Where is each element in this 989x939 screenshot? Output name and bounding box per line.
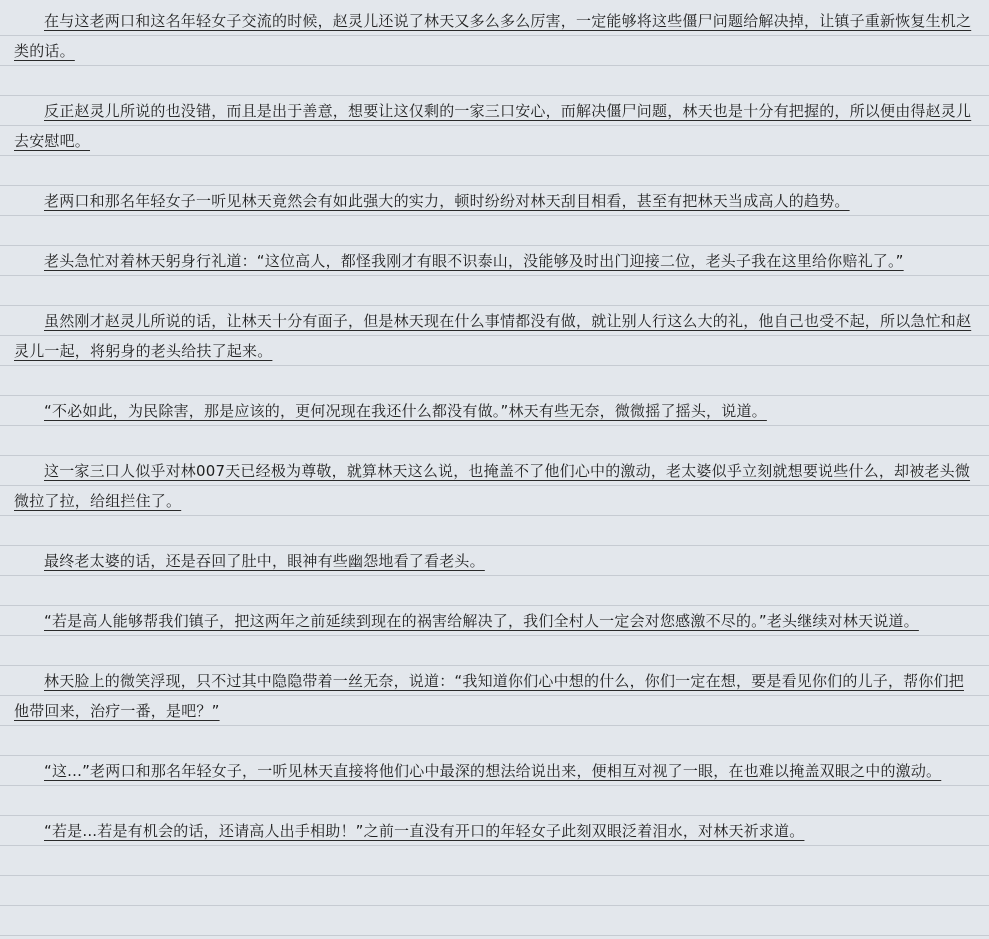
- paragraph: 老两口和那名年轻女子一听见林天竟然会有如此强大的实力，顿时纷纷对林天刮目相看，甚至有把林天当成高人的趋势。: [44, 192, 850, 210]
- paragraph: 反正赵灵儿所说的也没错，而且是出于善意，想要让这仅剩的一家三口安心，而解决僵尸问题，林天也是十分有把握的，所以便由得赵灵儿去安慰吧。: [14, 102, 972, 150]
- article-body: [14, 6, 974, 876]
- paragraph: “不必如此，为民除害，那是应该的，更何况现在我还什么都没有做。”林天有些无奈，微微摇了摇头，说道。: [44, 402, 767, 420]
- paragraph: 老头急忙对着林天躬身行礼道：“这位高人，都怪我刚才有眼不识泰山，没能够及时出门迎接二位，老头子我在这里给你赔礼了。”: [44, 252, 904, 270]
- paragraph: “若是...若是有机会的话，还请高人出手相助！”之前一直没有开口的年轻女子此刻双眼泛着泪水，对林天祈求道。: [44, 822, 805, 840]
- paragraph: 最终老太婆的话，还是吞回了肚中，眼神有些幽怨地看了看老头。: [44, 552, 485, 570]
- paragraph: 在与这老两口和这名年轻女子交流的时候，赵灵儿还说了林天又多么多么厉害，一定能够将这些僵尸问题给解决掉，让镇子重新恢复生机之类的话。: [14, 12, 972, 60]
- paragraph: 这一家三口人似乎对林007天已经极为尊敬，就算林天这么说，也掩盖不了他们心中的激动，老太婆似乎立刻就想要说些什么，却被老头微微拉了拉，给组拦住了。: [14, 462, 971, 510]
- paragraph: 林天脸上的微笑浮现，只不过其中隐隐带着一丝无奈，说道：“我知道你们心中想的什么，你们一定在想，要是看见你们的儿子，帮你们把他带回来，治疗一番，是吧？”: [14, 672, 964, 720]
- paragraph: “若是高人能够帮我们镇子，把这两年之前延续到现在的祸害给解决了，我们全村人一定会对您感激不尽的。”老头继续对林天说道。: [44, 612, 919, 630]
- paragraph: “这...”老两口和那名年轻女子，一听见林天直接将他们心中最深的想法给说出来，便相互对视了一眼，在也难以掩盖双眼之中的激动。: [44, 762, 942, 780]
- paragraph: 虽然刚才赵灵儿所说的话，让林天十分有面子，但是林天现在什么事情都没有做，就让别人行这么大的礼，他自己也受不起，所以急忙和赵灵儿一起，将躬身的老头给扶了起来。: [14, 312, 972, 360]
